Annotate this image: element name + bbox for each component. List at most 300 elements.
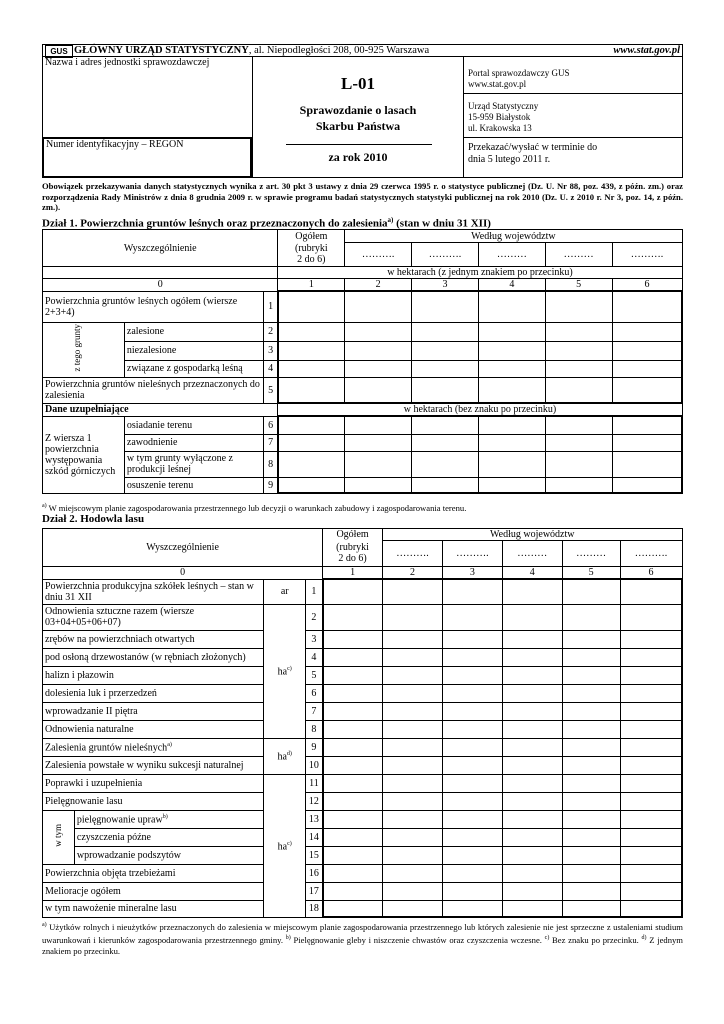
s1-colnum-4: 4 [478, 279, 545, 292]
s1-r4-c2[interactable] [345, 360, 412, 377]
s1-voiv-4[interactable]: ……… [545, 243, 612, 267]
section2-table [42, 528, 683, 918]
s2-row16-label: Powierzchnia objęta trzebieżami [43, 864, 264, 882]
s2-r4-c6[interactable] [620, 648, 682, 666]
s2-r7-c2[interactable] [383, 702, 443, 720]
gus-logo: GUS [45, 45, 73, 58]
s2-row12-num: 12 [306, 792, 323, 810]
s1-r9-c3[interactable] [412, 477, 479, 493]
form-title-2: Skarbu Państwa [315, 119, 401, 133]
s2-row6-num: 6 [306, 684, 323, 702]
s2-r11-c5[interactable] [562, 774, 620, 792]
s1-footnote [42, 501, 466, 513]
s2-r3-c4[interactable] [502, 630, 562, 648]
s2-r10-c2[interactable] [383, 756, 443, 774]
s2-r10-c3[interactable] [442, 756, 502, 774]
s2-r10-c5[interactable] [562, 756, 620, 774]
s1-r7-c4[interactable] [478, 434, 545, 451]
s2-fn-d-marker: d) [641, 934, 647, 941]
s1-r6-c2[interactable] [345, 416, 412, 434]
s2-r15-c2[interactable] [383, 846, 443, 864]
office-city: 15-959 Białystok [468, 112, 531, 122]
name-field[interactable] [42, 70, 252, 136]
s1-r3-c3[interactable] [412, 341, 479, 360]
s2-fn-c-marker: c) [544, 934, 550, 941]
s1-r1-c5[interactable] [545, 291, 612, 322]
s1-r3-c1[interactable] [278, 341, 345, 360]
s1-r5-c3[interactable] [412, 377, 479, 403]
s1-r6-c3[interactable] [412, 416, 479, 434]
s2-r12-c1[interactable] [323, 792, 383, 810]
portal-info [468, 68, 569, 90]
s1-total-2: (rubryki [294, 243, 328, 255]
s2-side-label-text: w tym [52, 824, 63, 847]
s2-r5-c3[interactable] [442, 666, 502, 684]
s2-colnum-4: 4 [502, 567, 562, 580]
portal-name: Portal sprawozdawczy GUS [468, 68, 570, 78]
org-address: , al. Niepodległości 208, 00-925 Warszawa [248, 45, 430, 56]
s1-row1-label: Powierzchnia gruntów leśnych ogółem (wiersze 2+3+4) [43, 291, 264, 322]
s1-r5-c4[interactable] [478, 377, 545, 403]
s2-r6-c6[interactable] [620, 684, 682, 702]
s2-r16-c1[interactable] [323, 864, 383, 882]
s2-r9-c2[interactable] [383, 738, 443, 756]
s1-r1-c6[interactable] [612, 291, 682, 322]
portal-url[interactable]: www.stat.gov.pl [468, 79, 527, 89]
s2-side-label [43, 810, 75, 864]
s2-r7-c4[interactable] [502, 702, 562, 720]
header-website[interactable]: www.stat.gov.pl [613, 45, 680, 56]
office-info [468, 101, 538, 134]
s2-r18-c2[interactable] [383, 900, 443, 917]
s1-colnum-1: 1 [278, 279, 345, 292]
s2-r8-c6[interactable] [620, 720, 682, 738]
s2-unit-ha-c1 [264, 604, 306, 738]
s2-r11-c1[interactable] [323, 774, 383, 792]
s2-r3-c1[interactable] [323, 630, 383, 648]
s2-row14-num: 14 [306, 828, 323, 846]
s1-row9-num: 9 [264, 477, 278, 493]
s1-r2-c5[interactable] [545, 322, 612, 341]
s2-r10-c1[interactable] [323, 756, 383, 774]
portal-line [463, 93, 683, 94]
form-title-1: Sprawozdanie o lasach [299, 103, 417, 117]
section1-table [42, 229, 683, 494]
s1-r3-c4[interactable] [478, 341, 545, 360]
s1-colnum-3: 3 [412, 279, 479, 292]
s2-r6-c4[interactable] [502, 684, 562, 702]
s2-r8-c4[interactable] [502, 720, 562, 738]
s1-r6-c6[interactable] [612, 416, 682, 434]
s2-r11-c3[interactable] [442, 774, 502, 792]
s1-r5-c5[interactable] [545, 377, 612, 403]
office-name: Urząd Statystyczny [468, 101, 539, 111]
s2-row15-num: 15 [306, 846, 323, 864]
deadline-info [468, 142, 597, 166]
s2-r6-c2[interactable] [383, 684, 443, 702]
s2-voiv-2[interactable]: ………. [442, 541, 502, 567]
deadline-line-1: Przekazać/wysłać w terminie do [468, 142, 598, 153]
s2-unit-ha-2: ha [277, 751, 287, 763]
s2-row6-label: dolesienia luk i przerzedzeń [43, 684, 264, 702]
deadline-line-2: dnia 5 lutego 2011 r. [468, 154, 551, 165]
s1-r8-c1[interactable] [278, 451, 345, 477]
s2-row9-num: 9 [306, 738, 323, 756]
s2-colnum-6: 6 [620, 567, 682, 580]
s2-r9-c5[interactable] [562, 738, 620, 756]
s2-r11-c2[interactable] [383, 774, 443, 792]
s1-r1-c4[interactable] [478, 291, 545, 322]
s1-r4-c6[interactable] [612, 360, 682, 377]
s2-r11-c6[interactable] [620, 774, 682, 792]
s2-r1-c6[interactable] [620, 579, 682, 604]
s2-r5-c6[interactable] [620, 666, 682, 684]
s2-r17-c5[interactable] [562, 882, 620, 900]
s2-r17-c6[interactable] [620, 882, 682, 900]
s2-r2-c1[interactable] [323, 604, 383, 630]
s2-row9-text: Zalesienia gruntów nieleśnych [45, 742, 168, 754]
s2-r9-c1[interactable] [323, 738, 383, 756]
s2-voiv-3[interactable]: ……… [502, 541, 562, 567]
s2-r10-c4[interactable] [502, 756, 562, 774]
s2-row7-label: wprowadzanie II piętra [43, 702, 264, 720]
s2-r3-c6[interactable] [620, 630, 682, 648]
s1-r5-c2[interactable] [345, 377, 412, 403]
s1-voiv-2[interactable]: ………. [412, 243, 479, 267]
s1-row8-num: 8 [264, 451, 278, 477]
s2-r1-c3[interactable] [442, 579, 502, 604]
s1-r2-c6[interactable] [612, 322, 682, 341]
s1-head-total [278, 230, 345, 243]
s1-units-spacer [43, 267, 278, 279]
s2-r3-c3[interactable] [442, 630, 502, 648]
s2-row13-label [74, 810, 263, 828]
s2-r16-c5[interactable] [562, 864, 620, 882]
s2-r5-c5[interactable] [562, 666, 620, 684]
s2-row13-text: pielęgnowanie upraw [76, 814, 163, 826]
s2-r13-c2[interactable] [383, 810, 443, 828]
s2-unit-ha-1-sup: c) [287, 666, 292, 673]
s1-r8-c3[interactable] [412, 451, 479, 477]
s1-r9-c6[interactable] [612, 477, 682, 493]
s1-supp-units: w hektarach (bez znaku po przecinku) [278, 403, 682, 416]
s1-r6-c5[interactable] [545, 416, 612, 434]
s2-voiv-5[interactable]: ………. [620, 541, 682, 567]
s2-r9-c4[interactable] [502, 738, 562, 756]
s1-row7-label: zawodnienie [124, 434, 264, 451]
s2-r17-c2[interactable] [383, 882, 443, 900]
s2-r3-c5[interactable] [562, 630, 620, 648]
s2-row1-label: Powierzchnia produkcyjna szkółek leśnych – stan w dniu 31 XII [43, 579, 264, 604]
s2-r17-c4[interactable] [502, 882, 562, 900]
s1-row3-label: niezalesione [124, 341, 264, 360]
s1-r9-c5[interactable] [545, 477, 612, 493]
s1-r1-c1[interactable] [278, 291, 345, 322]
s2-r17-c3[interactable] [442, 882, 502, 900]
s1-r2-c1[interactable] [278, 322, 345, 341]
s2-unit-ha-3: ha [277, 841, 288, 853]
s2-r12-c2[interactable] [383, 792, 443, 810]
s2-r15-c5[interactable] [562, 846, 620, 864]
s2-r16-c6[interactable] [620, 864, 682, 882]
s2-r12-c5[interactable] [562, 792, 620, 810]
s1-r1-c2[interactable] [345, 291, 412, 322]
s2-row9-sup: a) [167, 742, 172, 749]
section1-title-sup: a) [387, 216, 394, 224]
s2-footnotes [42, 920, 683, 957]
s1-row5-label: Powierzchnia gruntów nieleśnych przeznaczonych do zalesienia [43, 377, 264, 403]
s2-r14-c4[interactable] [502, 828, 562, 846]
title-rule [286, 144, 432, 145]
s2-fn-a-text: Użytków rolnych i nieużytków przeznaczonych do zalesienia w miejscowym planie zagospodarowania przestrzennego lub których zalesienie nie jest sprzeczne z ustaleniami studium uwarunkowań i kierunków zagospodarowania przestrzennego gminy. [42, 921, 683, 945]
s1-r2-c4[interactable] [478, 322, 545, 341]
s2-r12-c3[interactable] [442, 792, 502, 810]
s2-r6-c1[interactable] [323, 684, 383, 702]
s2-voiv-4[interactable]: ……… [562, 541, 620, 567]
s1-r7-c5[interactable] [545, 434, 612, 451]
s2-row14-label: czyszczenia późne [74, 828, 263, 846]
s2-r2-c6[interactable] [620, 604, 682, 630]
s2-r10-c6[interactable] [620, 756, 682, 774]
s2-fn-c-text: Bez znaku po przecinku. [549, 934, 642, 945]
s1-row6-label: osiadanie terenu [124, 416, 264, 434]
s1-r5-c6[interactable] [612, 377, 682, 403]
s1-r2-c2[interactable] [345, 322, 412, 341]
s2-row1-num: 1 [306, 579, 323, 604]
s1-mining-label: Z wiersza 1 powierzchnia występowania szkód górniczych [43, 416, 125, 493]
s2-r1-c4[interactable] [502, 579, 562, 604]
s1-r1-c3[interactable] [412, 291, 479, 322]
s1-r8-c2[interactable] [345, 451, 412, 477]
s2-row1-unit: ar [264, 579, 306, 604]
s2-row15-label: wprowadzanie podszytów [74, 846, 263, 864]
s2-head-total: Ogółem [323, 529, 383, 541]
s2-fn-b-marker: b) [285, 934, 291, 941]
s1-r9-c4[interactable] [478, 477, 545, 493]
s2-r14-c3[interactable] [442, 828, 502, 846]
s2-r7-c6[interactable] [620, 702, 682, 720]
s1-r7-c2[interactable] [345, 434, 412, 451]
s2-r1-c5[interactable] [562, 579, 620, 604]
s1-row5-num: 5 [264, 377, 278, 403]
s2-row16-num: 16 [306, 864, 323, 882]
s2-r14-c2[interactable] [383, 828, 443, 846]
s2-row17-num: 17 [306, 882, 323, 900]
s1-r6-c4[interactable] [478, 416, 545, 434]
s2-row12-label: Pielęgnowanie lasu [43, 792, 264, 810]
s2-r5-c4[interactable] [502, 666, 562, 684]
s2-r18-c1[interactable] [323, 900, 383, 917]
s1-row8-label: w tym grunty wyłączone z produkcji leśnej [124, 451, 264, 477]
s2-fn-a-marker: a) [42, 922, 47, 928]
s1-r5-c1[interactable] [278, 377, 345, 403]
s2-r7-c3[interactable] [442, 702, 502, 720]
office-line [463, 137, 683, 138]
s2-voiv-1[interactable]: ………. [383, 541, 443, 567]
s2-row10-label: Zalesienia powstałe w wyniku sukcesji naturalnej [43, 756, 264, 774]
s2-r16-c2[interactable] [383, 864, 443, 882]
s2-r1-c1[interactable] [323, 579, 383, 604]
s2-r17-c1[interactable] [323, 882, 383, 900]
s2-r13-c6[interactable] [620, 810, 682, 828]
s1-r4-c3[interactable] [412, 360, 479, 377]
s2-unit-ha-1: ha [277, 666, 288, 678]
s1-side-label [43, 322, 125, 377]
s1-r7-c3[interactable] [412, 434, 479, 451]
s1-r4-c1[interactable] [278, 360, 345, 377]
s2-fn-b-text: Pielęgnowanie gleby i niszczenie chwastów oraz czyszczenia wczesne. [290, 934, 545, 945]
s1-r9-c2[interactable] [345, 477, 412, 493]
s2-row13-num: 13 [306, 810, 323, 828]
s2-row10-num: 10 [306, 756, 323, 774]
s1-r3-c6[interactable] [612, 341, 682, 360]
s1-voiv-1[interactable]: ………. [345, 243, 412, 267]
section1-title-text: Dział 1. Powierzchnia gruntów leśnych oraz przeznaczonych do zalesienia [42, 217, 388, 230]
s2-r6-c3[interactable] [442, 684, 502, 702]
s2-row4-label: pod osłoną drzewostanów (w rębniach złożonych) [43, 648, 264, 666]
s2-r18-c3[interactable] [442, 900, 502, 917]
s2-r8-c1[interactable] [323, 720, 383, 738]
s2-r15-c6[interactable] [620, 846, 682, 864]
s2-r11-c4[interactable] [502, 774, 562, 792]
s2-row3-num: 3 [306, 630, 323, 648]
s2-colnum-5: 5 [562, 567, 620, 580]
col-divider-2 [463, 56, 464, 178]
s2-r13-c3[interactable] [442, 810, 502, 828]
s2-r5-c1[interactable] [323, 666, 383, 684]
s2-row18-label: w tym nawożenie mineralne lasu [43, 900, 264, 917]
s2-r4-c4[interactable] [502, 648, 562, 666]
s1-footnote-marker: a) [42, 503, 47, 509]
s2-r4-c5[interactable] [562, 648, 620, 666]
s2-r2-c5[interactable] [562, 604, 620, 630]
legal-basis: Obowiązek przekazywania danych statystycznych wynika z art. 30 pkt 3 ustawy z dnia 29 czerwca 1995 r. o statystyce publicznej (Dz. U. Nr 88, poz. 439, z późn. zm.) oraz rozporządzenia Rady Ministrów z dnia 8 grudnia 2009 r. w sprawie programu badań statystycznych statystyki publicznej na rok 2010 (Dz. U. z 2010 r. Nr 3, poz. 14, z późn. zm.). [42, 181, 683, 213]
s1-r8-c4[interactable] [478, 451, 545, 477]
s2-row18-num: 18 [306, 900, 323, 917]
s2-r2-c3[interactable] [442, 604, 502, 630]
s1-r6-c1[interactable] [278, 416, 345, 434]
s2-r3-c2[interactable] [383, 630, 443, 648]
s1-voiv-3[interactable]: ……… [478, 243, 545, 267]
s2-r16-c4[interactable] [502, 864, 562, 882]
s1-row6-num: 6 [264, 416, 278, 434]
s1-r9-c1[interactable] [278, 477, 345, 493]
s2-r8-c5[interactable] [562, 720, 620, 738]
s1-colnum-5: 5 [545, 279, 612, 292]
form-code: L-01 [341, 74, 375, 93]
s1-r7-c6[interactable] [612, 434, 682, 451]
s2-r9-c3[interactable] [442, 738, 502, 756]
s1-r3-c2[interactable] [345, 341, 412, 360]
s2-r15-c3[interactable] [442, 846, 502, 864]
s2-r12-c4[interactable] [502, 792, 562, 810]
s1-r4-c5[interactable] [545, 360, 612, 377]
s2-r15-c4[interactable] [502, 846, 562, 864]
s1-row2-label: zalesione [124, 322, 264, 341]
s2-total-3: 2 do 6) [338, 553, 367, 565]
s2-row8-num: 8 [306, 720, 323, 738]
s1-r4-c4[interactable] [478, 360, 545, 377]
s2-r2-c4[interactable] [502, 604, 562, 630]
s2-r16-c3[interactable] [442, 864, 502, 882]
s2-unit-ha-c2 [264, 774, 306, 917]
s2-r18-c4[interactable] [502, 900, 562, 917]
s2-fn-d-text: Z jednym znakiem po przecinku. [42, 934, 683, 956]
s1-head-total-sub [278, 243, 345, 267]
s2-r14-c1[interactable] [323, 828, 383, 846]
s2-row11-num: 11 [306, 774, 323, 792]
s2-r1-c2[interactable] [383, 579, 443, 604]
s2-r8-c2[interactable] [383, 720, 443, 738]
s1-r8-c6[interactable] [612, 451, 682, 477]
s1-units: w hektarach (z jednym znakiem po przecinku) [278, 267, 682, 279]
s2-r4-c3[interactable] [442, 648, 502, 666]
s2-row2-num: 2 [306, 604, 323, 630]
s2-row3-label: zrębów na powierzchniach otwartych [43, 630, 264, 648]
s2-r7-c5[interactable] [562, 702, 620, 720]
s2-r13-c1[interactable] [323, 810, 383, 828]
s2-r4-c1[interactable] [323, 648, 383, 666]
s2-r18-c5[interactable] [562, 900, 620, 917]
s2-colnum-0: 0 [43, 567, 323, 580]
s2-colnum-2: 2 [383, 567, 443, 580]
s2-r7-c1[interactable] [323, 702, 383, 720]
s2-r5-c2[interactable] [383, 666, 443, 684]
s2-head-voiv: Według województw [383, 529, 682, 541]
s2-r6-c5[interactable] [562, 684, 620, 702]
s2-r14-c6[interactable] [620, 828, 682, 846]
section1-title-end: (stan w dniu 31 XII) [393, 217, 491, 230]
s2-r15-c1[interactable] [323, 846, 383, 864]
s1-row9-label: osuszenie terenu [124, 477, 264, 493]
s2-colnum-3: 3 [442, 567, 502, 580]
s2-r8-c3[interactable] [442, 720, 502, 738]
s2-r12-c6[interactable] [620, 792, 682, 810]
s1-r3-c5[interactable] [545, 341, 612, 360]
s1-row4-num: 4 [264, 360, 278, 377]
s2-r13-c4[interactable] [502, 810, 562, 828]
s2-unit-ha-3-sup: c) [287, 840, 292, 847]
s1-r2-c3[interactable] [412, 322, 479, 341]
name-label: Nazwa i adres jednostki sprawozdawczej [45, 57, 210, 68]
s2-colnum-1: 1 [323, 567, 383, 580]
s1-colnum-6: 6 [612, 279, 682, 292]
s2-r4-c2[interactable] [383, 648, 443, 666]
s1-total-3: 2 do 6) [297, 254, 326, 266]
s2-head-spec: Wyszczególnienie [43, 529, 323, 567]
s1-r8-c5[interactable] [545, 451, 612, 477]
s1-voiv-5[interactable]: ………. [612, 243, 682, 267]
s2-unit-ha-d [264, 738, 306, 774]
s2-row8-label: Odnowienia naturalne [43, 720, 264, 738]
s2-r9-c6[interactable] [620, 738, 682, 756]
s2-head-total-sub [323, 541, 383, 567]
office-street: ul. Krakowska 13 [468, 123, 532, 133]
s2-row9-label [43, 738, 264, 756]
s2-r18-c6[interactable] [620, 900, 682, 917]
report-year: za rok 2010 [328, 150, 388, 164]
s1-head-spec: Wyszczególnienie [43, 230, 278, 267]
s1-footnote-text: W miejscowym planie zagospodarowania przestrzennego lub decyzji o warunkach zabudowy i zagospodarowania terenu. [46, 502, 467, 513]
s1-total-1: Ogółem [295, 230, 328, 242]
s2-r14-c5[interactable] [562, 828, 620, 846]
s1-colnum-0: 0 [43, 279, 278, 292]
s1-r7-c1[interactable] [278, 434, 345, 451]
s2-r2-c2[interactable] [383, 604, 443, 630]
s2-r13-c5[interactable] [562, 810, 620, 828]
regon-label: Numer identyfikacyjny – REGON [46, 139, 184, 150]
s2-row11-label: Poprawki i uzupełnienia [43, 774, 264, 792]
